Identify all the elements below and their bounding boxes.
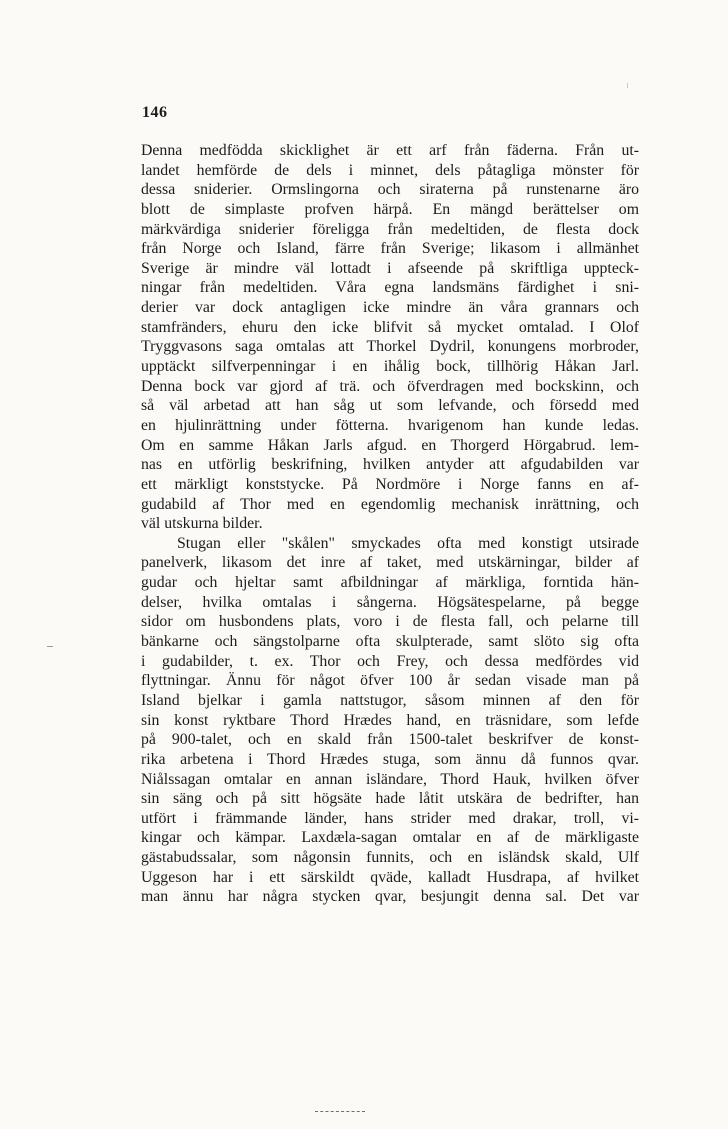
text-line: upptäckt silfverpenningar i en ihålig bock, tillhörig Håkan Jarl. [141, 358, 639, 376]
text-line: panelverk, likasom det inre af taket, med utskärningar, bilder af [141, 554, 639, 572]
text-line: från Norge och Island, färre från Sverige; likasom i allmänhet [141, 240, 639, 258]
text-line: utfört i främmande länder, hans strider med drakar, troll, vi- [141, 809, 639, 827]
text-line: ningar från medeltiden. Våra egna landsmäns färdighet i sni- [141, 279, 639, 297]
text-line: blott de simplaste profven härpå. En mängd berättelser om [141, 200, 639, 218]
text-line: Island bjelkar i gamla nattstugor, såsom minnen af den för [141, 691, 639, 709]
text-line: nas en utförlig beskrifning, hvilken antyder att afgudabilden var [141, 456, 639, 474]
text-line: flyttningar. Ännu för något öfver 100 år sedan visade man på [141, 672, 639, 690]
text-line: gästabudssalar, som någonsin funnits, och en isländsk skald, Ulf [141, 849, 639, 867]
text-line: Sverige är mindre väl lottadt i afseende på skriftliga uppteck- [141, 259, 639, 277]
text-line: så väl arbetad att han såg ut som lefvande, och försedd med [141, 397, 639, 415]
scan-speck [627, 83, 628, 88]
text-line: kingar och kämpar. Laxdæla-sagan omtalar en af de märkligaste [141, 829, 639, 847]
text-line: Denna bock var gjord af trä. och öfverdragen med bockskinn, och [141, 377, 639, 395]
text-line: landet hemförde de dels i minnet, dels påtagliga mönster för [141, 161, 639, 179]
text-line: bänkarne och sängstolparne ofta skulpterade, samt slöto sig ofta [141, 633, 639, 651]
text-line: en hjulinrättning under fötterna. hvarigenom han kunde ledas. [141, 416, 639, 434]
text-line: Niålssagan omtalar en annan isländare, Thord Hauk, hvilken öfver [141, 770, 639, 788]
paragraph-end-line: väl utskurna bilder. [141, 515, 263, 533]
text-line: på 900-talet, och en skald från 1500-talet beskrifver de konst- [141, 731, 639, 749]
paragraph-start-line: Stugan eller "skålen" smyckades ofta med konstigt utsirade [177, 534, 639, 552]
bottom-rule [315, 1111, 365, 1112]
text-line: i gudabilder, t. ex. Thor och Frey, och dessa medfördes vid [141, 652, 639, 670]
text-line: stamfränders, ehuru den icke blifvit så mycket omtalad. I Olof [141, 318, 639, 336]
body-text [141, 141, 639, 907]
text-line: Tryggvasons saga omtalas att Thorkel Dydril, konungens morbroder, [141, 338, 639, 356]
text-line: sidor om husbondens plats, voro i de flesta fall, och pelarne till [141, 613, 639, 631]
text-line: man ännu har några stycken qvar, besjungit denna sal. Det var [141, 888, 639, 906]
text-line: delser, hvilka omtalas i sångerna. Högsätespelarne, på begge [141, 593, 639, 611]
text-line: sin konst ryktbare Thord Hrædes hand, en träsnidare, som lefde [141, 711, 639, 729]
text-line: Om en samme Håkan Jarls afgud. en Thorgerd Hörgabrud. lem- [141, 436, 639, 454]
margin-mark [47, 646, 53, 647]
text-line: rika arbetena i Thord Hrædes stuga, som ännu då funnos qvar. [141, 750, 639, 768]
text-line: dessa sniderier. Ormslingorna och siraterna på runstenarne äro [141, 181, 639, 199]
text-line: ett märkligt konststycke. På Nordmöre i Norge fanns en af- [141, 475, 639, 493]
page-number: 146 [142, 104, 168, 121]
text-line: gudabild af Thor med en egendomlig mechanisk inrättning, och [141, 495, 639, 513]
text-line: märkvärdiga sniderier föreligga från medeltiden, de flesta dock [141, 220, 639, 238]
text-line: gudar och hjeltar samt afbildningar af märkliga, forntida hän- [141, 574, 639, 592]
text-line: Uggeson har i ett särskildt qväde, kalladt Husdrapa, af hvilket [141, 868, 639, 886]
text-line: derier var dock antagligen icke mindre än våra grannars och [141, 299, 639, 317]
text-line: Denna medfödda skicklighet är ett arf från fäderna. Från ut- [141, 142, 639, 159]
text-line: sin säng och på sitt högsäte hade låtit utskära de bedrifter, han [141, 790, 639, 808]
